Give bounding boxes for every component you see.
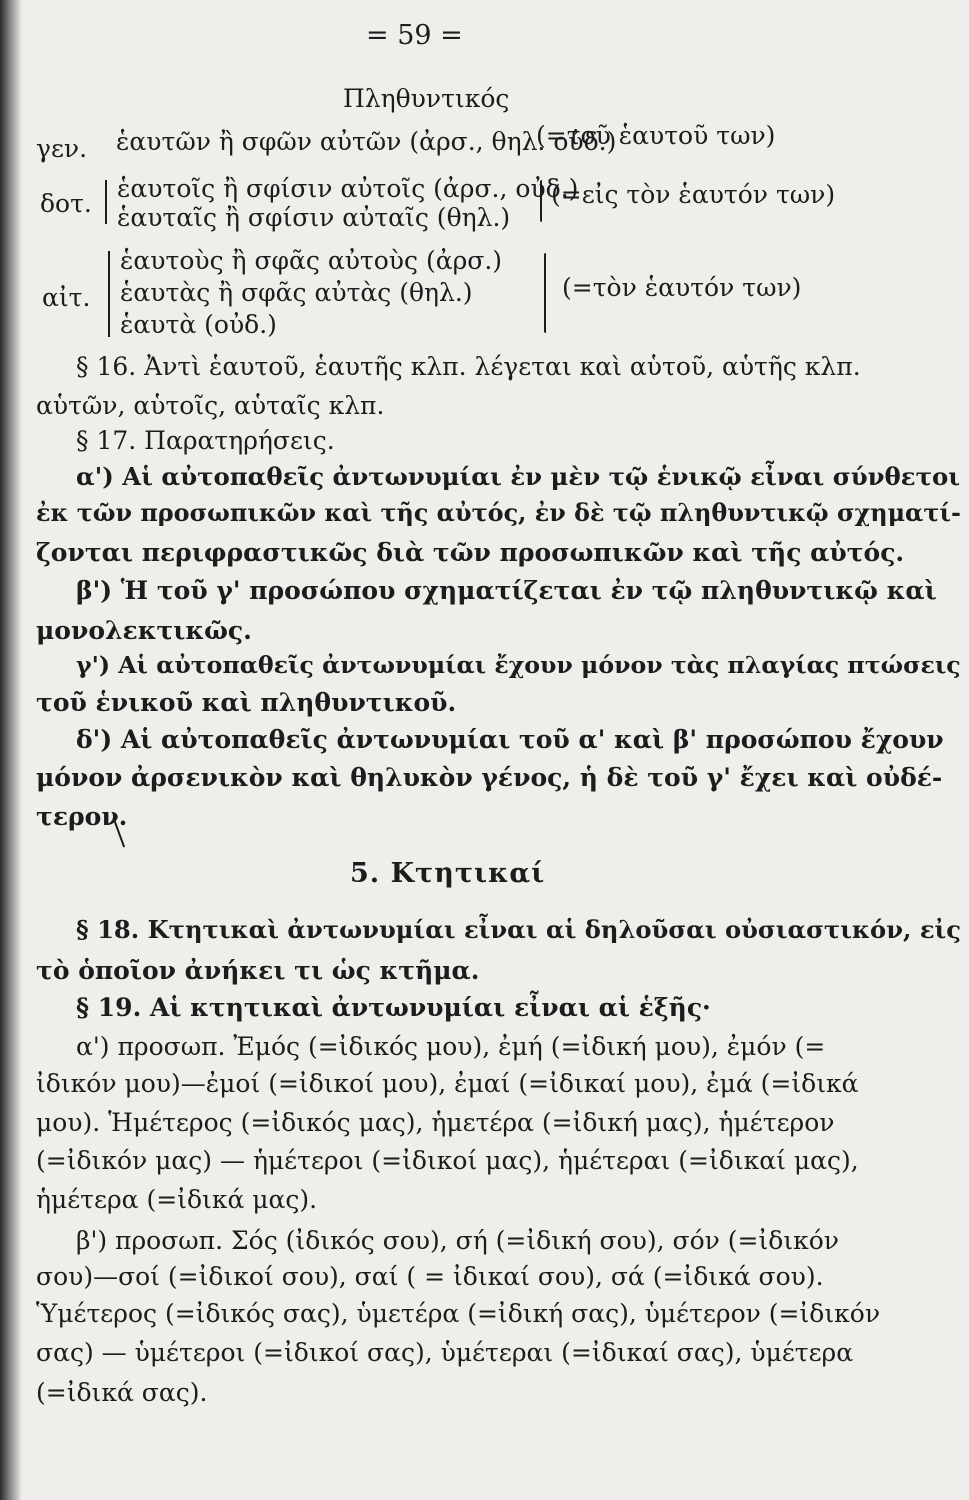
dative-line-2: ἑαυταῖς ἢ σφίσιν αὐταῖς (θηλ.) bbox=[117, 203, 511, 232]
section-19-a-line-5: ἡμέτερα (=ἰδικά μας). bbox=[36, 1185, 318, 1214]
accusative-left-brace bbox=[108, 251, 110, 337]
section-18-line-1: § 18. Κτητικαὶ ἀντωνυμίαι εἶναι αἱ δηλοῦσαι οὐσιαστικόν, εἰς bbox=[76, 915, 962, 944]
section-19-b-line-3: Ὑμέτερος (=ἰδικός σας), ὑμετέρα (=ἰδική σας), ὑμέτερον (=ἰδικόν bbox=[36, 1299, 881, 1328]
plural-heading: Πληθυντικός bbox=[343, 84, 510, 113]
accusative-line-3: ἑαυτὰ (οὐδ.) bbox=[120, 310, 277, 339]
dative-case-label: δοτ. bbox=[40, 189, 92, 218]
section-16-line-1: § 16. Ἀντὶ ἑαυτοῦ, ἑαυτῆς κλπ. λέγεται καὶ αὑτοῦ, αὑτῆς κλπ. bbox=[76, 352, 861, 381]
section-17-a-line-1: α') Αἱ αὐτοπαθεῖς ἀντωνυμίαι ἐν μὲν τῷ ἑνικῷ εἶναι σύνθετοι bbox=[76, 462, 961, 491]
genitive-gloss: (=τοῦ ἑαυτοῦ των) bbox=[536, 121, 776, 150]
accusative-right-brace bbox=[544, 253, 546, 333]
section-19-b-line-5: (=ἰδικά σας). bbox=[36, 1378, 208, 1407]
dative-left-brace bbox=[105, 180, 107, 224]
dative-gloss: (=εἰς τὸν ἑαυτόν των) bbox=[551, 180, 836, 209]
section-19-b-line-2: σου)—σοί (=ἰδικοί σου), σαί ( = ἰδικαί σου), σά (=ἰδικά σου). bbox=[36, 1262, 824, 1291]
genitive-forms: ἑαυτῶν ἢ σφῶν αὐτῶν (ἀρσ., θηλ. οὐδ.) bbox=[116, 127, 617, 156]
section-17-b-line-2: μονολεκτικῶς. bbox=[36, 616, 252, 645]
dative-line-1: ἑαυτοῖς ἢ σφίσιν αὐτοῖς (ἀρσ., οὐδ.) bbox=[117, 174, 579, 203]
section-19-a-line-2: ἰδικόν μου)—ἐμοί (=ἰδικοί μου), ἐμαί (=ἰδικαί μου), ἐμά (=ἰδικά bbox=[36, 1069, 859, 1098]
section-18-line-2: τὸ ὁποῖον ἀνήκει τι ὡς κτῆμα. bbox=[36, 956, 480, 985]
accusative-case-label: αἰτ. bbox=[42, 283, 91, 312]
page-number: = 59 = bbox=[366, 20, 463, 51]
section-19-a-line-1: α') προσωπ. Ἐμός (=ἰδικός μου), ἐμή (=ἰδική μου), ἐμόν (= bbox=[76, 1032, 826, 1061]
section-19-a-line-3: μου). Ἡμέτερος (=ἰδικός μας), ἡμετέρα (=ἰδική μας), ἡμέτερον bbox=[36, 1108, 835, 1137]
section-19-title: § 19. Αἱ κτητικαὶ ἀντωνυμίαι εἶναι αἱ ἑξῆς· bbox=[76, 993, 711, 1022]
section-19-b-line-4: σας) — ὑμέτεροι (=ἰδικοί σας), ὑμέτεραι (=ἰδικαί σας), ὑμέτερα bbox=[36, 1338, 854, 1367]
section-17-d-line-2: μόνον ἀρσενικὸν καὶ θηλυκὸν γένος, ἡ δὲ τοῦ γ' ἔχει καὶ οὐδέ- bbox=[36, 763, 943, 792]
section-19-b-line-1: β') προσωπ. Σός (ἰδικός σου), σή (=ἰδική σου), σόν (=ἰδικόν bbox=[76, 1226, 840, 1255]
section-17-c-line-1: γ') Αἱ αὐτοπαθεῖς ἀντωνυμίαι ἔχουν μόνον τὰς πλαγίας πτώσεις bbox=[76, 651, 961, 679]
accusative-line-2: ἑαυτὰς ἢ σφᾶς αὐτὰς (θηλ.) bbox=[120, 278, 473, 307]
section-17-a-line-3: ζονται περιφραστικῶς διὰ τῶν προσωπικῶν καὶ τῆς αὐτός. bbox=[36, 538, 905, 567]
genitive-case-label: γεν. bbox=[36, 134, 88, 163]
section-17-d-line-1: δ') Αἱ αὐτοπαθεῖς ἀντωνυμίαι τοῦ α' καὶ β' προσώπου ἔχουν bbox=[76, 725, 944, 754]
section-heading: 5. Κτητικαί bbox=[350, 858, 546, 889]
section-16-line-2: αὑτῶν, αὑτοῖς, αὑταῖς κλπ. bbox=[36, 391, 385, 420]
dative-right-brace bbox=[540, 180, 542, 222]
binding-edge-shadow bbox=[0, 0, 22, 1500]
accusative-line-1: ἑαυτοὺς ἢ σφᾶς αὐτοὺς (ἀρσ.) bbox=[120, 246, 503, 275]
section-17-d-line-3: τερον. bbox=[36, 802, 128, 831]
section-17-b-line-1: β') Ἡ τοῦ γ' προσώπου σχηματίζεται ἐν τῷ πληθυντικῷ καὶ bbox=[76, 576, 937, 605]
accusative-gloss: (=τὸν ἑαυτόν των) bbox=[562, 273, 802, 302]
section-17-c-line-2: τοῦ ἑνικοῦ καὶ πληθυντικοῦ. bbox=[36, 688, 457, 717]
section-17-title: § 17. Παρατηρήσεις. bbox=[76, 426, 335, 455]
section-17-a-line-2: ἐκ τῶν προσωπικῶν καὶ τῆς αὐτός, ἐν δὲ τῷ πληθυντικῷ σχηματί- bbox=[36, 499, 961, 527]
section-19-a-line-4: (=ἰδικόν μας) — ἡμέτεροι (=ἰδικοί μας), ἡμέτεραι (=ἰδικαί μας), bbox=[36, 1146, 859, 1175]
